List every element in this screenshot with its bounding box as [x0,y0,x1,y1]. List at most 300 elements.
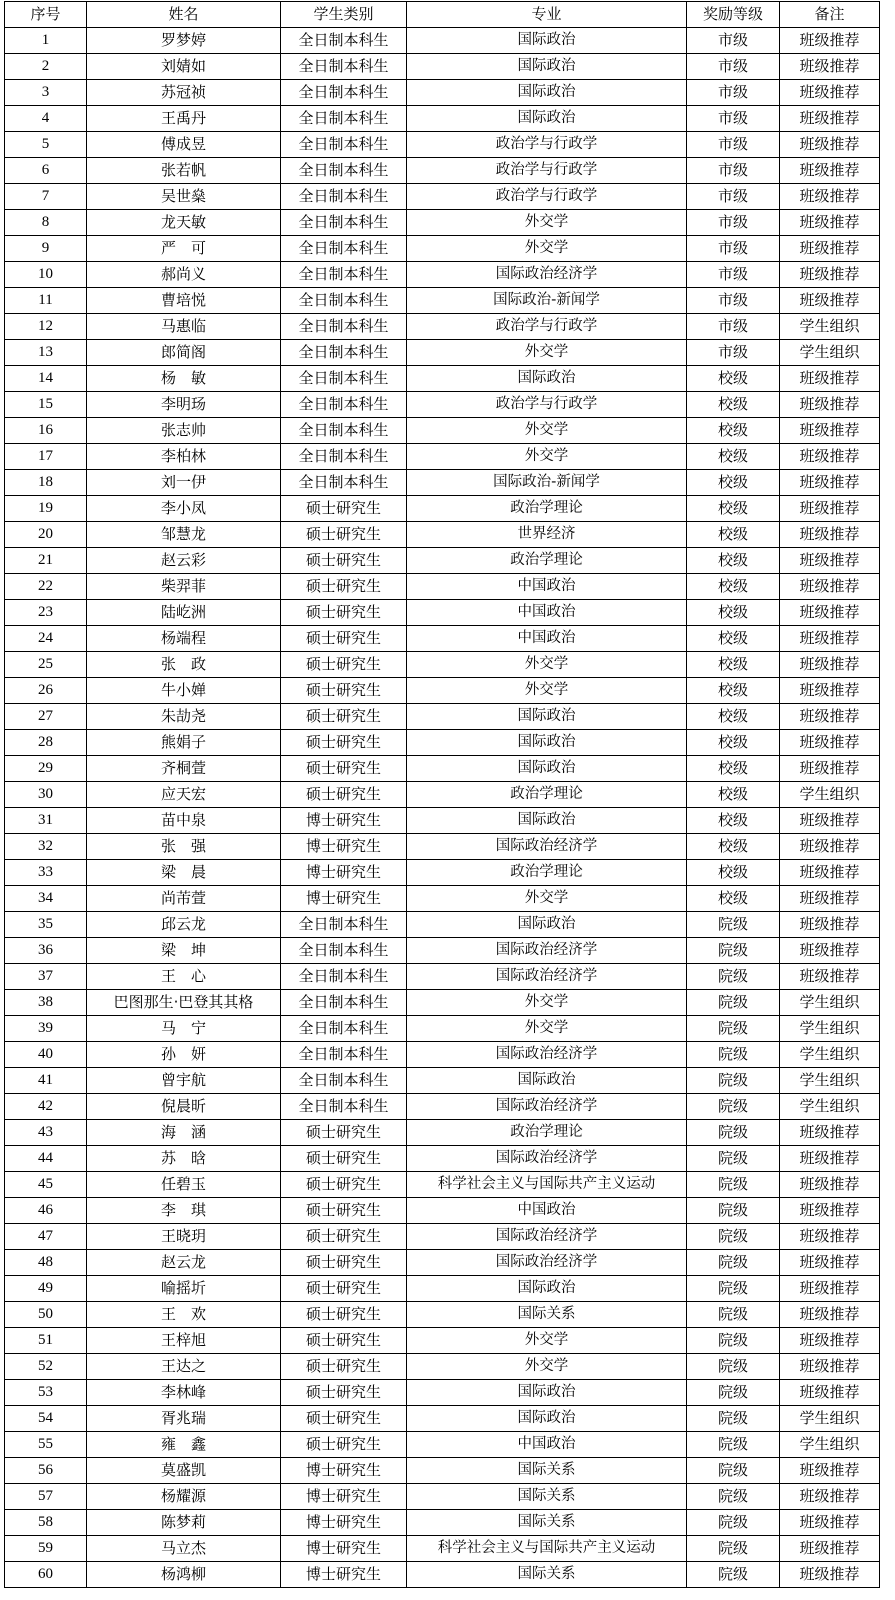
student-name: 胥兆瑞 [87,1406,281,1432]
student-type: 硕士研究生 [281,782,407,808]
student-name: 马惠临 [87,314,281,340]
major: 中国政治 [407,600,687,626]
award-level: 校级 [687,678,780,704]
table-row [5,132,880,158]
major: 国际政治 [407,80,687,106]
student-type: 全日制本科生 [281,1094,407,1120]
major: 政治学理论 [407,860,687,886]
row-index: 45 [5,1172,87,1198]
row-index: 40 [5,1042,87,1068]
student-type: 全日制本科生 [281,54,407,80]
student-type: 硕士研究生 [281,1406,407,1432]
remark: 班级推荐 [780,1458,880,1484]
student-name: 李林峰 [87,1380,281,1406]
table-row [5,1328,880,1354]
major: 外交学 [407,652,687,678]
major: 政治学与行政学 [407,132,687,158]
major: 政治学与行政学 [407,314,687,340]
table-row [5,626,880,652]
table-row [5,1094,880,1120]
remark: 班级推荐 [780,600,880,626]
award-level: 市级 [687,28,780,54]
student-type: 全日制本科生 [281,912,407,938]
table-row [5,288,880,314]
student-name: 杨 敏 [87,366,281,392]
major: 外交学 [407,1328,687,1354]
table-row [5,730,880,756]
row-index: 50 [5,1302,87,1328]
row-index: 54 [5,1406,87,1432]
major: 国际政治经济学 [407,1250,687,1276]
student-name: 王 欢 [87,1302,281,1328]
remark: 班级推荐 [780,392,880,418]
major: 国际政治 [407,704,687,730]
table-row [5,522,880,548]
student-type: 硕士研究生 [281,1172,407,1198]
table-row [5,1120,880,1146]
major: 国际关系 [407,1302,687,1328]
remark: 班级推荐 [780,1354,880,1380]
table-row [5,886,880,912]
row-index: 52 [5,1354,87,1380]
student-type: 博士研究生 [281,886,407,912]
major: 世界经济 [407,522,687,548]
major: 外交学 [407,236,687,262]
remark: 班级推荐 [780,1380,880,1406]
major: 科学社会主义与国际共产主义运动 [407,1172,687,1198]
remark: 班级推荐 [780,964,880,990]
student-name: 莫盛凯 [87,1458,281,1484]
award-level: 院级 [687,1172,780,1198]
student-type: 博士研究生 [281,1536,407,1562]
row-index: 21 [5,548,87,574]
table-row [5,1536,880,1562]
student-name: 巴图那生·巴登其其格 [87,990,281,1016]
major: 国际关系 [407,1562,687,1588]
student-type: 硕士研究生 [281,678,407,704]
student-name: 赵云彩 [87,548,281,574]
award-level: 校级 [687,860,780,886]
student-name: 吴世燊 [87,184,281,210]
table-row [5,236,880,262]
student-type: 全日制本科生 [281,340,407,366]
remark: 学生组织 [780,1016,880,1042]
award-level: 校级 [687,392,780,418]
remark: 班级推荐 [780,574,880,600]
award-level: 市级 [687,314,780,340]
student-type: 全日制本科生 [281,314,407,340]
remark: 班级推荐 [780,1172,880,1198]
student-name: 苗中泉 [87,808,281,834]
major: 国际政治经济学 [407,834,687,860]
row-index: 8 [5,210,87,236]
row-index: 20 [5,522,87,548]
student-type: 博士研究生 [281,1484,407,1510]
table-row [5,392,880,418]
table-row [5,600,880,626]
remark: 班级推荐 [780,444,880,470]
award-level: 院级 [687,1484,780,1510]
table-row [5,652,880,678]
award-level: 校级 [687,470,780,496]
award-level: 校级 [687,366,780,392]
student-type: 全日制本科生 [281,210,407,236]
table-row [5,1354,880,1380]
award-level: 市级 [687,288,780,314]
award-level: 院级 [687,1458,780,1484]
remark: 班级推荐 [780,808,880,834]
row-index: 12 [5,314,87,340]
table-row [5,1198,880,1224]
row-index: 36 [5,938,87,964]
award-level: 校级 [687,782,780,808]
student-name: 苏冠祯 [87,80,281,106]
student-type: 全日制本科生 [281,938,407,964]
student-type: 硕士研究生 [281,1432,407,1458]
remark: 班级推荐 [780,132,880,158]
student-name: 王达之 [87,1354,281,1380]
table-row [5,366,880,392]
award-level: 校级 [687,808,780,834]
header-row [5,2,880,28]
student-type: 硕士研究生 [281,574,407,600]
remark: 班级推荐 [780,626,880,652]
award-level: 校级 [687,574,780,600]
row-index: 28 [5,730,87,756]
major: 中国政治 [407,574,687,600]
row-index: 5 [5,132,87,158]
award-level: 校级 [687,834,780,860]
remark: 班级推荐 [780,1510,880,1536]
major: 外交学 [407,1354,687,1380]
major: 外交学 [407,340,687,366]
remark: 班级推荐 [780,80,880,106]
row-index: 56 [5,1458,87,1484]
student-name: 严 可 [87,236,281,262]
major: 国际政治 [407,1380,687,1406]
award-list-table [4,1,880,1588]
student-type: 硕士研究生 [281,730,407,756]
row-index: 13 [5,340,87,366]
student-type: 博士研究生 [281,1458,407,1484]
award-level: 校级 [687,600,780,626]
row-index: 49 [5,1276,87,1302]
remark: 学生组织 [780,990,880,1016]
row-index: 34 [5,886,87,912]
student-name: 雍 鑫 [87,1432,281,1458]
remark: 班级推荐 [780,106,880,132]
header-award-level: 奖励等级 [687,2,780,28]
award-level: 院级 [687,1068,780,1094]
award-level: 市级 [687,262,780,288]
remark: 学生组织 [780,1042,880,1068]
award-level: 校级 [687,418,780,444]
student-name: 齐桐萱 [87,756,281,782]
student-type: 硕士研究生 [281,600,407,626]
student-name: 曾宇航 [87,1068,281,1094]
remark: 班级推荐 [780,236,880,262]
student-name: 梁 晨 [87,860,281,886]
student-name: 杨鸿柳 [87,1562,281,1588]
table-row [5,1068,880,1094]
row-index: 14 [5,366,87,392]
student-name: 孙 妍 [87,1042,281,1068]
remark: 班级推荐 [780,1198,880,1224]
major: 国际政治 [407,106,687,132]
row-index: 27 [5,704,87,730]
row-index: 41 [5,1068,87,1094]
award-level: 院级 [687,1224,780,1250]
row-index: 26 [5,678,87,704]
student-name: 郝尚义 [87,262,281,288]
table-row [5,1224,880,1250]
major: 国际政治 [407,1406,687,1432]
table-row [5,314,880,340]
major: 国际政治经济学 [407,1094,687,1120]
student-type: 全日制本科生 [281,236,407,262]
student-name: 王 心 [87,964,281,990]
award-level: 市级 [687,184,780,210]
remark: 学生组织 [780,314,880,340]
major: 中国政治 [407,1432,687,1458]
student-name: 任碧玉 [87,1172,281,1198]
student-name: 张志帅 [87,418,281,444]
major: 中国政治 [407,626,687,652]
row-index: 7 [5,184,87,210]
table-row [5,756,880,782]
remark: 班级推荐 [780,1250,880,1276]
major: 政治学理论 [407,782,687,808]
student-type: 博士研究生 [281,808,407,834]
student-name: 海 涵 [87,1120,281,1146]
row-index: 2 [5,54,87,80]
table-row [5,54,880,80]
table-row [5,1016,880,1042]
row-index: 3 [5,80,87,106]
row-index: 47 [5,1224,87,1250]
remark: 班级推荐 [780,54,880,80]
row-index: 44 [5,1146,87,1172]
header-student-type: 学生类别 [281,2,407,28]
row-index: 19 [5,496,87,522]
major: 外交学 [407,886,687,912]
remark: 班级推荐 [780,886,880,912]
student-name: 张 强 [87,834,281,860]
student-type: 硕士研究生 [281,704,407,730]
major: 国际政治 [407,1276,687,1302]
student-name: 刘婧如 [87,54,281,80]
student-type: 全日制本科生 [281,964,407,990]
remark: 学生组织 [780,782,880,808]
student-name: 杨端程 [87,626,281,652]
student-type: 全日制本科生 [281,990,407,1016]
remark: 班级推荐 [780,522,880,548]
remark: 班级推荐 [780,730,880,756]
remark: 班级推荐 [780,496,880,522]
student-name: 王晓玥 [87,1224,281,1250]
award-level: 市级 [687,210,780,236]
row-index: 10 [5,262,87,288]
award-level: 院级 [687,938,780,964]
student-name: 龙天敏 [87,210,281,236]
remark: 班级推荐 [780,756,880,782]
table-row [5,418,880,444]
student-type: 全日制本科生 [281,262,407,288]
student-type: 硕士研究生 [281,1120,407,1146]
remark: 班级推荐 [780,28,880,54]
table-row [5,938,880,964]
row-index: 58 [5,1510,87,1536]
award-level: 校级 [687,496,780,522]
table-row [5,106,880,132]
student-name: 李柏林 [87,444,281,470]
major: 国际关系 [407,1510,687,1536]
table-row [5,574,880,600]
row-index: 48 [5,1250,87,1276]
major: 政治学与行政学 [407,184,687,210]
row-index: 53 [5,1380,87,1406]
award-level: 市级 [687,340,780,366]
remark: 班级推荐 [780,210,880,236]
major: 外交学 [407,210,687,236]
remark: 班级推荐 [780,860,880,886]
remark: 班级推荐 [780,1536,880,1562]
student-type: 硕士研究生 [281,1198,407,1224]
student-name: 杨耀源 [87,1484,281,1510]
student-type: 全日制本科生 [281,1042,407,1068]
award-level: 院级 [687,1354,780,1380]
award-level: 院级 [687,1510,780,1536]
student-type: 全日制本科生 [281,1016,407,1042]
student-name: 张 政 [87,652,281,678]
student-name: 李 琪 [87,1198,281,1224]
row-index: 33 [5,860,87,886]
student-name: 邹慧龙 [87,522,281,548]
major: 外交学 [407,444,687,470]
header-major: 专业 [407,2,687,28]
major: 中国政治 [407,1198,687,1224]
award-level: 院级 [687,1302,780,1328]
remark: 学生组织 [780,1068,880,1094]
remark: 班级推荐 [780,912,880,938]
award-level: 校级 [687,886,780,912]
table-row [5,1458,880,1484]
remark: 班级推荐 [780,262,880,288]
remark: 班级推荐 [780,1120,880,1146]
student-name: 刘一伊 [87,470,281,496]
major: 国际政治 [407,366,687,392]
student-name: 张若帆 [87,158,281,184]
major: 国际政治-新闻学 [407,470,687,496]
row-index: 6 [5,158,87,184]
table-row [5,1146,880,1172]
table-row [5,548,880,574]
table-row [5,860,880,886]
award-level: 校级 [687,522,780,548]
student-type: 硕士研究生 [281,1276,407,1302]
award-level: 院级 [687,1094,780,1120]
award-level: 院级 [687,990,780,1016]
remark: 班级推荐 [780,678,880,704]
major: 国际政治经济学 [407,938,687,964]
row-index: 18 [5,470,87,496]
row-index: 59 [5,1536,87,1562]
award-level: 院级 [687,1042,780,1068]
remark: 班级推荐 [780,1302,880,1328]
table-row [5,28,880,54]
major: 国际政治经济学 [407,964,687,990]
table-row [5,210,880,236]
remark: 班级推荐 [780,938,880,964]
remark: 班级推荐 [780,470,880,496]
major: 科学社会主义与国际共产主义运动 [407,1536,687,1562]
student-type: 博士研究生 [281,834,407,860]
remark: 班级推荐 [780,1484,880,1510]
table-row [5,1172,880,1198]
remark: 学生组织 [780,340,880,366]
table-row [5,1380,880,1406]
student-type: 全日制本科生 [281,418,407,444]
table-row [5,262,880,288]
student-type: 全日制本科生 [281,1068,407,1094]
table-row [5,1510,880,1536]
student-name: 倪晨昕 [87,1094,281,1120]
major: 国际政治 [407,28,687,54]
row-index: 57 [5,1484,87,1510]
award-level: 院级 [687,1276,780,1302]
header-index: 序号 [5,2,87,28]
major: 国际关系 [407,1458,687,1484]
row-index: 24 [5,626,87,652]
row-index: 16 [5,418,87,444]
student-type: 硕士研究生 [281,1146,407,1172]
remark: 班级推荐 [780,184,880,210]
table-row [5,990,880,1016]
student-type: 硕士研究生 [281,1328,407,1354]
remark: 班级推荐 [780,1146,880,1172]
student-type: 硕士研究生 [281,1354,407,1380]
student-name: 王梓旭 [87,1328,281,1354]
student-type: 硕士研究生 [281,1224,407,1250]
student-type: 硕士研究生 [281,652,407,678]
award-level: 市级 [687,158,780,184]
student-type: 硕士研究生 [281,626,407,652]
row-index: 29 [5,756,87,782]
award-level: 市级 [687,80,780,106]
table-row [5,184,880,210]
award-level: 院级 [687,1536,780,1562]
award-level: 校级 [687,704,780,730]
major: 外交学 [407,418,687,444]
remark: 班级推荐 [780,1224,880,1250]
major: 国际政治 [407,756,687,782]
award-level: 市级 [687,106,780,132]
row-index: 42 [5,1094,87,1120]
award-level: 校级 [687,652,780,678]
table-row [5,1302,880,1328]
row-index: 31 [5,808,87,834]
student-type: 全日制本科生 [281,158,407,184]
student-type: 博士研究生 [281,860,407,886]
row-index: 22 [5,574,87,600]
table-row [5,1484,880,1510]
student-type: 博士研究生 [281,1562,407,1588]
award-level: 院级 [687,1198,780,1224]
student-name: 李明玚 [87,392,281,418]
table-row [5,808,880,834]
remark: 学生组织 [780,1406,880,1432]
remark: 学生组织 [780,1432,880,1458]
